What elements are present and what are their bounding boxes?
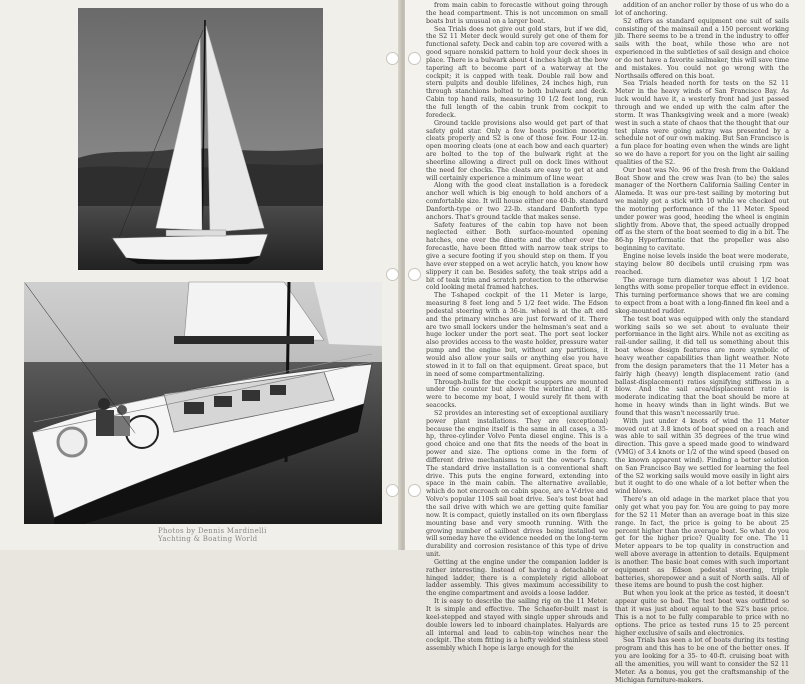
paragraph: Along with the good cleat installation is a foredeck anchor well which is big enough to hold anchors of a comfortable size. It will house either one 40-lb. standard Danforth-type or two 22-lb. standard Danforth type anchors. That's ground tackle that makes sense. <box>426 182 608 221</box>
binder-hole <box>386 268 399 281</box>
paragraph: There's an old adage in the market place that you only get what you pay for. You are going to pay more for the S2 11 Meter than an average boat in this size range. In fact, the price is going to be about 25 percent higher than the average boat. So what do you get for the higher price? Quality for one. The 11 Meter appears to be top quality in construction and well above average in attention to details. Equipment is another. The basic boat comes with such important equipment as Edson pedestal steering, triple batteries, shorepower and a suit of North sails. All of these items are bound to push the cost higher. <box>615 496 789 590</box>
binder-hole <box>386 52 399 65</box>
paragraph: Sea Trials does not give out gold stars, but if we did, the S2 11 Meter deck would surely get one of them for functional safety. Deck and cabin top are covered with a good square nonskid pattern to hold your deck shoes in place. There is a bulwark about 4 inches high at the bow tapering aft to become part of a waterway at the cockpit; it is capped with teak. Double rail bow and stern pulpits and double lifelines, 24 inches high, run through stanchions bolted to both bulwark and deck. Cabin top hand rails, measuring 10 1/2 feet long, run the full length of the cabin trunk from cockpit to foredeck. <box>426 25 608 119</box>
paragraph: The T-shaped cockpit of the 11 Meter is large, measuring 8 feet long and 5 1/2 feet wide. The Edson pedestal steering with a 36-in. wheel is at the aft end and the primary winches are just forward of it. There are two small lockers under the helmsman's seat and a huge locker under the port seat. The port seat locker also provides access to the waste holder, pressure water pump and the engine but, without any partitions, it would also allow your sails or anything else you have stowed in it to fall on that equipment. Great space, but in need of some compartmentalizing. <box>426 292 608 378</box>
paragraph: Sea Trials has seen a lot of boats during its testing program and this has to be one of the better ones. If you are looking for a 35- to 40-ft. cruising boat with all the amenities, you will want to consider the S2 11 Meter. As a bonus, you get the craftsmanship of the Michigan furniture-makers. <box>615 637 789 684</box>
paragraph: from main cabin to forecastle without going through the head compartment. This is not uncommon on small boats but is unusual on a larger boat. <box>426 2 608 25</box>
paragraph: Ground tackle provisions also would get part of that safety gold star. Only a few boats position mooring cleats properly and S2 is one of those few. Four 12-in. open mooring cleats (one at each bow and each quarter) are bolted to the top of the bulwark right at the sheerline allowing a direct pull on dock lines without the need for chocks. The cleats are easy to get at and will certainly experience a minimum of line wear. <box>426 119 608 182</box>
left-page <box>0 0 404 550</box>
article-column-1 <box>426 2 608 653</box>
sailboat-photo-full <box>78 8 323 270</box>
paragraph: Sea Trials headed north for tests on the S2 11 Meter in the heavy winds of San Francisco Bay. As luck would have it, a westerly front had just passed through and we ended up with the calm after the storm. It was Thanksgiving week and a more (weak) west in such a state of chaos that the thought that our test plans were going astray was presented by a schedule not of our own making. But San Francisco is a fun place for boating even when the winds are light so we do have a report for you on the light air sailing qualities of the S2. <box>615 80 789 166</box>
paragraph: addition of an anchor roller by those of us who do a lot of anchoring. <box>615 2 789 17</box>
photo-credit-caption <box>158 527 267 543</box>
paragraph: Safety features of the cabin top have not been neglected either. Both surface-mounted opening hatches, one over the dinette and the other over the forecastle, have been fitted with narrow teak strips to give a secure footing if you should step on them. If you have ever stepped on a wet acrylic hatch, you know how slippery it can be. Besides safety, the teak strips add a bit of teak trim and scratch protection to the otherwise cold looking metal framed hatches. <box>426 221 608 292</box>
caption-line-1: Photos by Dennis Mardinelli <box>158 527 267 535</box>
paragraph: Getting at the engine under the companion ladder is rather interesting. Instead of having a detachable or hinged ladder, there is a completely rigid alloboat ladder assembly. This gives maximum accessibility to the engine compartment and avoids a loose ladder. <box>426 558 608 598</box>
article-column-2 <box>615 2 789 684</box>
binder-hole <box>408 484 421 497</box>
binder-hole <box>408 52 421 65</box>
paragraph: Through-hulls for the cockpit scuppers are mounted under the counter but above the waterline and, if it were to become my boat, I would surely fit them with seacocks. <box>426 378 608 410</box>
sailboat-sailing-image <box>78 8 323 270</box>
paragraph: S2 provides an interesting set of exceptional auxiliary power plant installations. They are (exceptional) because the engine itself is the same in all cases, a 35-hp, three-cylinder Volvo Penta diesel engine. This is a good choice and one that fits the needs of the boat in power and size. The options come in the form of different drive mechanisms to suit the owner's fancy. The standard drive installation is a conventional shaft drive. This puts the engine forward, extending into space in the main cabin. The alternative available, which do not encroach on cabin space, are a V-drive and Volvo's popular 110S sail boat drive. Sea's test boat had the sail drive with which we are getting quite familiar now. It is compact, quietly installed on its own fiberglass mounting base and very smooth running. With the growing number of sailboat drives being installed we will someday have the evidence needed on the long-term durability and corrosion resistance of this type of drive unit. <box>426 409 608 559</box>
binder-hole <box>386 484 399 497</box>
paragraph: Engine noise levels inside the boat were moderate, staying below 80 decibels until cruising rpm was reached. <box>615 253 789 276</box>
binder-hole <box>408 268 421 281</box>
paragraph: Our boat was No. 96 of the fresh from the Oakland Boat Show and the crew was Ivan (to be) the sales manager of the Northern California Sailing Center in Alameda. It was our pre-test sailing by motoring but we mainly got a stick with 10 while we checked out the motoring performance of the 11 Meter. Speed under power was good, heeding the wheel is enginin slightly from. Above that, the speed actually dropped off as the stern of the boat seemed to dig in a bit. The 86-hp Hyperformatic that the propeller was also beginning to cavitate. <box>615 166 789 253</box>
paragraph: But when you look at the price as tested, it doesn't appear quite so bad. The test boat was outfitted so that it was just about equal to the S2's base price. This is a not to be fully comparable to price with no options. The price as tested runs 15 to 25 percent higher exclusive of sails and electronics. <box>615 590 789 637</box>
paragraph: S2 offers as standard equipment one suit of sails consisting of the mainsail and a 150 percent working jib. There seems to be a trend in the industry to offer sails with the boat, while those who are not experienced in the subtleties of sail design and choice or do not have a favorite sailmaker, this will save time and mistakes. You could not go wrong with the Northsails offered on this boat. <box>615 17 789 80</box>
caption-line-2: Yachting & Boating World <box>158 535 258 543</box>
sailboat-closeup-image <box>24 282 382 524</box>
paragraph: The test boat was equipped with only the standard working sails so we set about to evaluate their performance in the light airs. While not as exciting as rail-under sailing, it did tell us something about this boat whose design features are more symbolic of heavy weather capabilities than light weather. Note from the design parameters that the 11 Meter has a fairly high (heavy) length displacement ratio (and ballast-displacement) ratios signifying stiffness in a blow. And the sail area/displacement ratio is moderate indicating that the boat should be more at home in heavy winds than in light winds. But we found that this wasn't necessarily true. <box>615 315 789 417</box>
sailboat-cockpit-photo <box>24 282 382 524</box>
paragraph: With just under 4 knots of wind the 11 Meter moved out at 3.8 knots of boat speed on a reach and was able to sail within 35 degrees of the true wind direction. This gave a speed made good to windward (VMG) of 3.4 knots or 1/2 of the wind speed (based on the known apparent wind). Finding a better solution on San Francisco Bay we settled for learning the feel of the S2 working sails would move easily in light airs but it ought to do one whale of a lot better when the wind blows. <box>615 417 789 496</box>
paragraph: The average turn diameter was about 1 1/2 boat lengths with some propeller torque effect in evidence. This turning performance shows that we are coming to expect from a boat with a long-finned fin keel and a skeg-mounted rudder. <box>615 276 789 315</box>
paragraph: It is easy to describe the sailing rig on the 11 Meter. It is simple and effective. The Schaefer-built mast is keel-stepped and stayed with single upper shrouds and double lowers led to inboard chainplates. Halyards are all internal and lead to cabin-top winches near the cockpit. The stem fitting is a hefty welded stainless steel assembly which I hope is large enough for the <box>426 598 608 653</box>
